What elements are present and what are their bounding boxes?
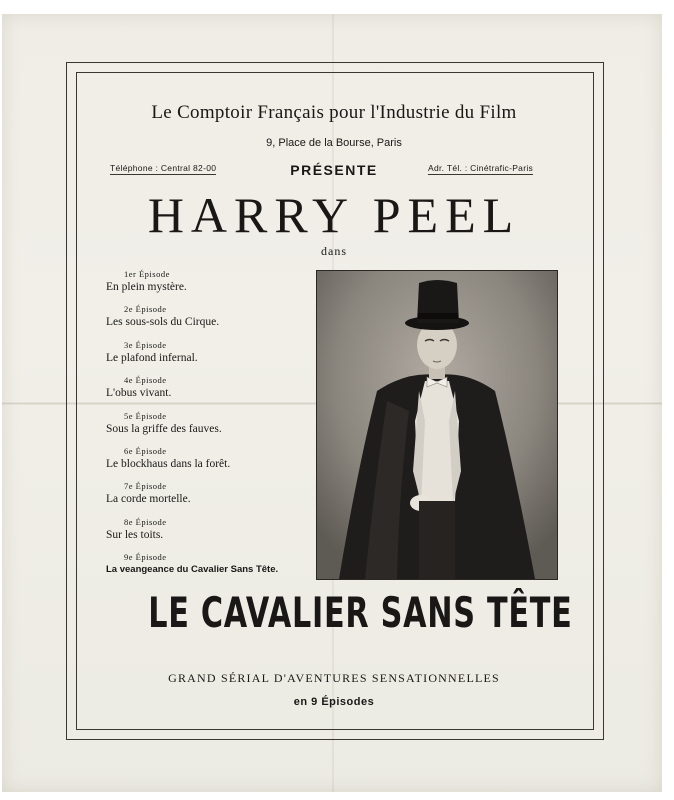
serial-subtitle: GRAND SÉRIAL D'AVENTURES SENSATIONNELLES bbox=[168, 671, 500, 685]
star-name: HARRY PEEL bbox=[147, 187, 521, 243]
episode-title: Le blockhaus dans la forêt. bbox=[106, 457, 231, 470]
serial-title: LE CAVALIER SANS TÊTE bbox=[148, 588, 573, 637]
telephone-line: Téléphone : Central 82-00 bbox=[110, 163, 217, 173]
episode-title: Sous la griffe des fauves. bbox=[106, 422, 222, 435]
trousers bbox=[419, 501, 455, 579]
episode-title: Le plafond infernal. bbox=[106, 351, 198, 364]
list-item bbox=[106, 445, 316, 480]
company-address: 9, Place de la Bourse, Paris bbox=[266, 137, 402, 149]
list-item bbox=[106, 339, 316, 374]
episode-number: 3e Épisode bbox=[124, 339, 167, 350]
portrait-illustration bbox=[317, 271, 557, 579]
list-item bbox=[106, 516, 316, 551]
episode-title: Sur les toits. bbox=[106, 528, 164, 541]
episode-number: 4e Épisode bbox=[124, 375, 167, 386]
episode-number: 8e Épisode bbox=[124, 516, 167, 527]
episode-number: 5e Épisode bbox=[124, 410, 167, 421]
list-item bbox=[106, 303, 316, 338]
episode-number: 7e Épisode bbox=[124, 481, 167, 492]
episode-number: 2e Épisode bbox=[124, 304, 167, 315]
actor-portrait-photo bbox=[316, 270, 558, 580]
episode-count: en 9 Épisodes bbox=[293, 696, 375, 708]
episode-number: 1er Épisode bbox=[124, 269, 170, 279]
list-item bbox=[106, 551, 316, 586]
episode-title: Les sous-sols du Cirque. bbox=[106, 316, 220, 329]
hat-band bbox=[418, 313, 458, 319]
episode-number: 9e Épisode bbox=[124, 552, 167, 563]
in-label: dans bbox=[321, 244, 347, 258]
episode-title: La corde mortelle. bbox=[106, 493, 191, 506]
episode-number: 6e Épisode bbox=[124, 445, 167, 456]
episode-title: La veangeance du Cavalier Sans Tête. bbox=[106, 564, 279, 576]
list-item bbox=[106, 374, 316, 409]
presents-heading: PRÉSENTE bbox=[290, 162, 378, 178]
episode-list bbox=[106, 268, 316, 587]
episode-title: L'obus vivant. bbox=[106, 387, 172, 400]
list-item bbox=[106, 410, 316, 445]
list-item bbox=[106, 268, 316, 303]
company-name: Le Comptoir Français pour l'Industrie du Film bbox=[151, 102, 517, 123]
episode-title: En plein mystère. bbox=[106, 281, 187, 293]
list-item bbox=[106, 480, 316, 515]
telegram-address: Adr. Tél. : Cinétrafic-Paris bbox=[428, 163, 534, 173]
